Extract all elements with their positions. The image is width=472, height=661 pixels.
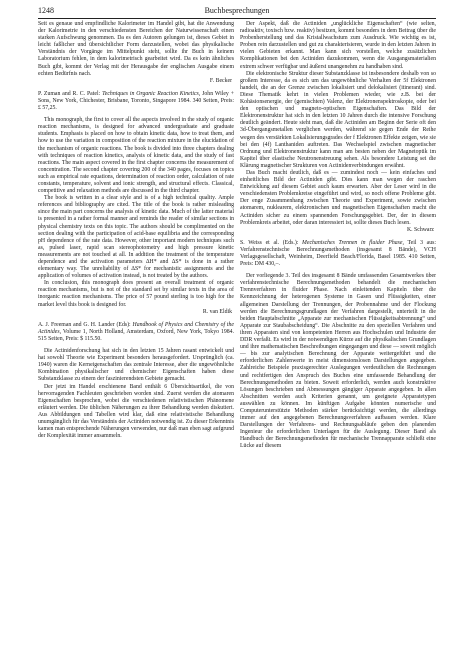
paragraph: The book is written in a clear style and is of a high technical quality. Ample references and bibliography are cited. The title of the book is rather misleading since the main part concerns the analysis of kinetic data. Much of the latter material is presented in a rather formal manner and reminds the reader of similar sections in physical chemistry texts on this topic. The authors should be complimented on the section dealing with the participation of acid-base equilibria and the corresponding pH dependence of the rate data. However, other important modern techniques such as, pulsed laser, rapid scan stereophotometry and high pressure kinetic measurements are not touched at all. In addition the treatment of the temperature dependence and the activation parameters ΔH* and ΔS* is done in a rather elementary way. The unreliability of ΔS* for mechanistic assignments and the application of volumes of activation instead, is not treated by the authors. <box>38 195 234 280</box>
right-column <box>240 21 436 451</box>
reviewer-signature: R. van Eldik <box>202 308 232 315</box>
book-series: Teil 3 aus: Verfahrenstechnische Berechnungsmethoden <box>240 239 436 253</box>
paragraph: Der vorliegende 3. Teil des insgesamt 8 Bände umfassenden Gesamtwerkes über verfahrenstechnische Berechnungsmethoden behandelt die mechanischen Trennverfahren in fluider Phase. Nach einleitenden Kapiteln über die Kennzeichnung der heterogenen Systeme in Gasen und Flüssigkeiten, einer allgemeinen Darstellung der Trennungen, der Probennahme und der Flockung werden die Berechnungsgrundlagen der Verfahren dargestellt, unterteilt in die beiden Hauptabschnitte „Apparate zur mechanischen Flüssigkeitsabtrennung“ und Apparate zur Staubabscheidung“. Die Abschnitte zu den speziellen Verfahren und ihren Apparaten sind von kompetenten Herren aus Hochschulen und Industrie der DDR verfaßt. Es wird in der notwendigen Kürze auf die physikalischen Grundlagen und ihre mathematischen Beschreibungen eingegangen und diese — soweit möglich — bis zur analytischen Berechnung der Apparate weitergeführt und die erforderlichen Zahlenwerte in meist dimensionslosen Darstellungen angegeben. Zahlreiche Beispiele praxisgerechter Auslegungen verdeutlichen die Rechnungen und rechtfertigen den Anspruch des Buches eine umfassende Behandlung der Berechnungsmethoden zu bieten. Soweit erforderlich, werden auch konstruktive Lösungen beschrieben und Abmessungen gängiger Apparate angegeben. In allen Abschnitten werden auch Kriterien genannt, um geeignete Apparatetypen auswählen zu können. Im künftigen Aufgabe könnten numerische und Computerunterstützte Methoden stärker berücksichtigt werden, die allerdings immer auf den angegebenen Berechnungsverfahren aufbauen werden. Klare Darstellungen der Verfahrens- und Rechnungsabläufe geben den planenden Ingenieur die erforderlichen Unterlagen für die Auslegung. Dieser Band als Handbuch der Berechnungsmethoden für mechanische Trennapparate schließt eine Lücke auf diesem <box>240 273 436 450</box>
page-number: 1248 <box>38 6 54 15</box>
paragraph: Das Buch macht deutlich, daß es — zumindest noch — kein einfaches und einheitliches Bild der Actiniden gibt. Dies kann man wegen der raschen Entwicklung auf diesem Gebiet auch kaum erwarten. Aber der Leser wird in die verschiedensten Problemkreise eingeführt und wird, so noch offene Probleme gibt. Der enge Zusammenhang zwischen Theorie und Experiment, sowie zwischen atomarem, nuklearem, elektronischen und magnetischen Eigenschaften macht die Actiniden sicher zu einem spannenden Forschungsgebiet. Der, der in diesem Problemkreis arbeitet, oder daran interessiert ist, sollte dieses Buch lesen. <box>240 169 436 226</box>
book-publisher: John Wiley + Sons, New York, Chichester, Brisbane, Toronto, Singapore 1984. 340 Seiten, Preis: £ 57,25. <box>38 90 234 112</box>
paragraph: In conclusion, this monograph does present an overall treatment of organic reaction mechanisms, but is not of the standard set by similar texts in the area of inorganic reaction mechanisms. The price of 57 pound sterling is too high for the market level this book is designed for. <box>38 280 234 308</box>
paragraph: This monograph, the first to cover all the aspects involved in the study of organic reaction mechanisms, is designed for advanced undergraduate and graduate students. Emphasis is placed on how to obtain kinetic data, how to treat them, and how to use the variation in composition of the reaction mixture in the elucidation of the mechanism of organic reactions. The book is divided into three chapters dealing with techniques of reaction kinetics, analysis of kinetic data, and the study of fast reactions. The main aspect covered in the first chapter concerns the measurement of concentration. The second chapter covering 200 of the 340 pages, focuses on topics such as empirical rate equations, determination of reaction order, calculation of rate constants, temperature, solvent and ionic strength, and structural effects. Classical, competitive and relaxation methods are discussed in the third chapter. <box>38 117 234 195</box>
paragraph: Der jetzt im Handel erschienene Band enthält 6 Übersichtsartikel, die von hervorragenden Fachleuten geschrieben worden sind. Zuerst werden die atomaren Eigenschaften besprochen, wobei die verschiedenen relativistischen Phänomene erläutert werden. Die üblichen Näherungen zu ihrer Behandlung werden diskutiert. Aus Abbildungen und Tabellen wird klar, daß eine relativistische Behandlung unumgänglich für das Verständnis der Actiniden notwendig ist. Zu dieser Erkenntnis kamen man entsprechende Näherungen verwenden, nur daß man eben sagt aufgrund der Komplexität immer ansammeln. <box>38 383 234 440</box>
page-header <box>38 6 436 16</box>
paragraph: Seit es genaue und empfindliche Kalorimeter im Handel gibt, hat die Anwendung der Kalorimetrie in den verschiedensten Bereichen der Naturwissenschaft einen starken Aufschwung genommen. Da es den Autoren gelungen ist, dieses Gebiet in leicht faßlicher und übersichtlicher Form darzustellen, wobei das physikalische Verständnis der Vorgänge im Mittelpunkt steht, sollte ihr Buch in keinem Laboratorium fehlen, in dem kalorimetrisch gearbeitet wird. Da es kein ähnliches Buch gibt, kommt der Verlag mit der Herausgabe der englischen Ausgabe einem echten Bedürfnis nach. <box>38 21 234 77</box>
reviewer-signature: K. Schwarz <box>406 226 434 233</box>
book-title: Mechanisches Trennen in fluider Phase, <box>302 239 404 246</box>
header-rule <box>38 18 436 19</box>
reviewer-signature: F. Becker <box>209 77 232 84</box>
book-publisher: (insgesamt 8 Bände), VCH Verlagsgesellschaft, Weinheim, Deerfield Beach/Florida, Basel 1985. 410 Seiten, Preis: DM 430,–. <box>240 246 436 268</box>
paragraph: Die Actinidenforschung hat sich in den letzten 15 Jahren rasant entwickelt und hat sowohl Theorie wie Experiment besonders herausgefordert. Ursprünglich (ca. 1940) waren die Kerneigenschaften das zentrale Interesse, aber die ungewöhnliche Kombination physikalischer und chemischer Eigenschaften haben diese Substanzklasse zu einem der faszinierendsten Gebiete gemacht. <box>38 348 234 383</box>
running-title: Buchbesprechungen <box>204 6 270 15</box>
book-authors: P. Zuman and R. C. Patel: <box>38 90 101 97</box>
paragraph: Die elektronische Struktur dieser Substanzklasse ist insbesondere deshalb von so großem Interesse, da es sich um das ungewöhnliche Verhalten der 5f Elektronen handelt, die an der Grenze zwischen lokalisiert und delokalisiert (itinerant) sind. Diese Thematik kehrt in vielen Problemen wieder, wie z.B. bei der Kohäsionsenergie, der (gemischten) Valenz, der Elektronenspektroskopie, oder bei den optischen und magneto-optischen Eigenschaften. Das Bild der Elektronenstruktur hat sich in den letzten 10 Jahren durch die intensive Forschung deutlich geändert. Heute sieht man, daß die Actiniden am Beginn der Serie oft den 3d-Übergangsmetallen verglichen werden, während sie gegen Ende der Reihe wegen des verstärkten Lokalisierungsgrades der f Elektronen Effekte zeigen, wie sie bei den (4f) Lanthaniden auftreten. Das Wechselspiel zwischen magnetischer Ordnung und Elektronenstruktur kann man am besten neben der Magnetoptik im Kapitel über elastische Neutronenstreuung sehen. Als besondere Leistung sei die Klärung magnetischer Strukturen von Actinidenverbindungen erwähnt. <box>240 70 436 169</box>
book-title: Handbook of Physics and Chemistry of the Actinides, <box>38 321 234 335</box>
book-authors: A. J. Freeman and G. H. Lander (Eds): <box>38 321 131 328</box>
book-title: Techniques in Organic Reaction Kinetics, <box>102 90 201 97</box>
left-column <box>38 21 234 440</box>
book-authors: S. Weiss et al. (Eds.): <box>240 239 299 246</box>
book-reference <box>38 322 234 343</box>
book-reference <box>240 240 436 268</box>
paragraph: Der Aspekt, daß die Actiniden „unglückliche Eigenschaften“ (wie selten, radioaktiv, toxisch bzw. reaktiv) besitzen, kommt besonders in dem Beitrag über die Probenherstellung und das Kristallwachstum zum Ausdruck. Wie wichtig es ist, Proben rein darzustellen und gut zu charakterisieren, wurde in den letzten Jahren in vielen Gebieten erkannt. Man kann sich vorstellen, welche zusätzlichen Komplikationen bei den Actiniden dazukommen, wenn die Ausgangsmaterialien extrem schwer verfügbar und äußerst unangenehm zu handhaben sind. <box>240 21 436 70</box>
book-publisher: Volume 1, North Holland, Amsterdam, Oxford, New York, Tokyo 1984. 515 Seiten, Preis: $ 115.50. <box>38 328 234 342</box>
book-reference <box>38 91 234 112</box>
